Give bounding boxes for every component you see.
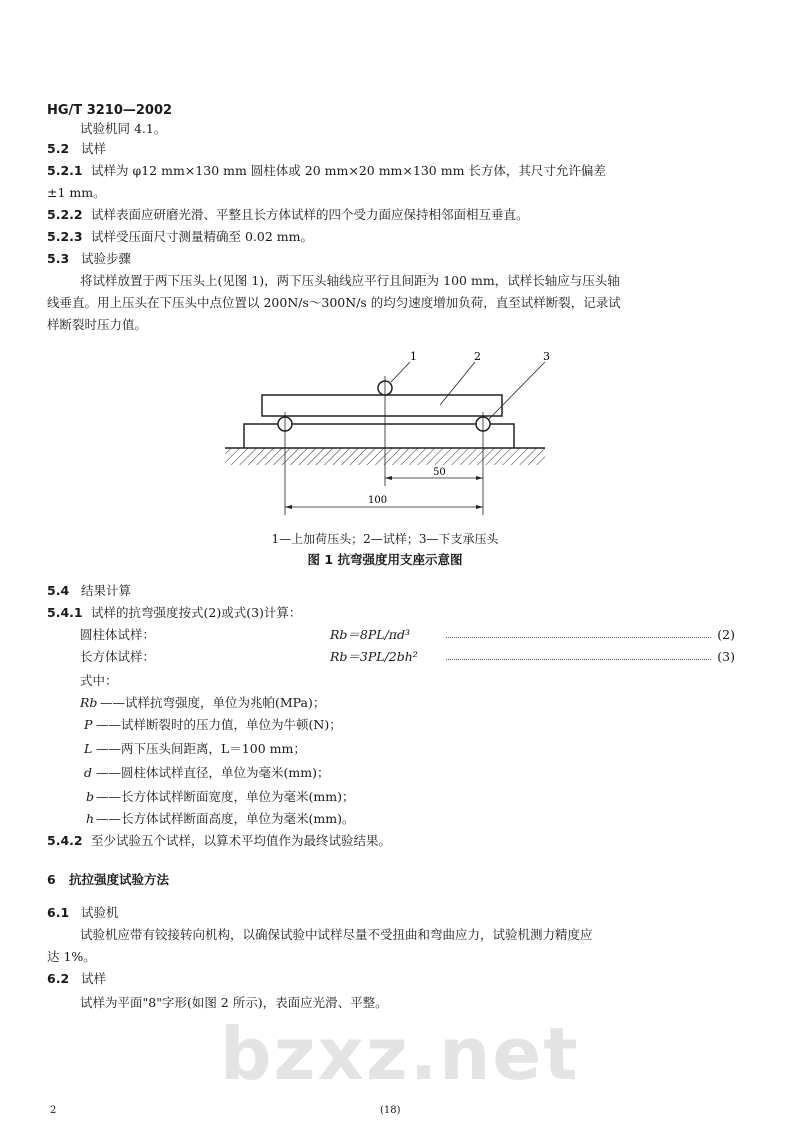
- clause-text: 试样表面应研磨光滑、平整且长方体试样的四个受力面应保持相邻面相互垂直。: [91, 207, 529, 222]
- section-number: 6: [47, 872, 56, 887]
- section-number: 5.4: [47, 583, 70, 598]
- formula-3: [80, 649, 735, 665]
- variable-definition: [84, 765, 329, 781]
- variable-definition: [86, 811, 354, 827]
- where-label: 式中：: [80, 673, 118, 688]
- arrowhead: [385, 476, 392, 480]
- heading-6-2: [47, 971, 106, 987]
- variable-symbol: h: [86, 811, 95, 826]
- dot-leader: [446, 649, 711, 660]
- clause-5-4-1: [47, 605, 301, 621]
- variable-definition: [84, 717, 342, 733]
- figure-legend: 1—上加荷压头；2—试样；3—下支承压头: [271, 532, 499, 546]
- label-1: 1: [410, 350, 417, 363]
- section-number: 6.1: [47, 905, 70, 920]
- formula-number: (3): [717, 649, 735, 664]
- paragraph: 试验机同 4.1。: [80, 121, 167, 136]
- section-title: 抗拉强度试验方法: [69, 872, 170, 887]
- specimen: [262, 395, 502, 416]
- dim-50-label: 50: [433, 467, 446, 478]
- leader-3: [489, 362, 545, 419]
- section-number: 5.2.1: [47, 163, 83, 178]
- variable-text: ——试样断裂时的压力值，单位为牛顿(N)；: [96, 717, 342, 732]
- clause-5-2-1-cont: ±1 mm。: [47, 185, 106, 200]
- watermark: bzxz.net: [220, 1012, 580, 1096]
- formula-2: [80, 627, 735, 643]
- variable-symbol: d: [84, 765, 93, 780]
- arrowhead: [476, 505, 483, 509]
- label-2: 2: [474, 350, 481, 363]
- formula-label: 圆柱体试样：: [80, 627, 156, 642]
- formula-expression: Rb＝3PL/2bh²: [330, 649, 418, 664]
- section-number: 5.4.2: [47, 833, 83, 848]
- heading-6: [47, 872, 169, 888]
- variable-text: ——长方体试样断面高度，单位为毫米(mm)。: [96, 811, 355, 826]
- paragraph-line: 达 1%。: [47, 949, 96, 964]
- arrowhead: [285, 505, 292, 509]
- variable-symbol: P: [84, 717, 93, 732]
- variable-symbol: Rb: [80, 695, 98, 710]
- variable-symbol: L: [84, 741, 93, 756]
- clause-text: 试样为 φ12 mm×130 mm 圆柱体或 20 mm×20 mm×130 mm 长方体，其尺寸允许偏差: [91, 163, 606, 178]
- section-title: 试样: [81, 971, 107, 986]
- formula-number: (2): [717, 627, 735, 642]
- arrowhead: [476, 476, 483, 480]
- formula-expression: Rb＝8PL/πd³: [330, 627, 411, 642]
- section-number: 5.2.2: [47, 207, 83, 222]
- section-number: 5.4.1: [47, 605, 83, 620]
- section-title: 结果计算: [81, 583, 132, 598]
- section-title: 试样: [81, 141, 107, 156]
- dot-leader: [446, 627, 711, 638]
- section-title: 试验机: [81, 905, 119, 920]
- variable-definition: [80, 695, 325, 711]
- variable-symbol: b: [86, 789, 95, 804]
- section-title: 试验步骤: [81, 251, 132, 266]
- paragraph: 试样为平面"8"字形(如图 2 所示)，表面应光滑、平整。: [80, 995, 388, 1010]
- paragraph-line: 将试样放置于两下压头上(见图 1)，两下压头轴线应平行且间距为 100 mm，试样长轴应与压头轴: [80, 273, 620, 288]
- paragraph-line: 试验机应带有铰接转向机构，以确保试验中试样尽量不受扭曲和弯曲应力，试验机测力精度应: [80, 927, 593, 942]
- variable-text: ——圆柱体试样直径，单位为毫米(mm)；: [96, 765, 330, 780]
- section-number: 5.3: [47, 251, 70, 266]
- leader-1: [391, 362, 410, 382]
- clause-text: 试样受压面尺寸测量精确至 0.02 mm。: [91, 229, 313, 244]
- section-number: 5.2.3: [47, 229, 83, 244]
- clause-5-4-2: [47, 833, 391, 849]
- section-number: 5.2: [47, 141, 70, 156]
- heading-5-4: [47, 583, 131, 599]
- standard-number: HG/T 3210—2002: [47, 103, 173, 118]
- variable-definition: [86, 789, 354, 805]
- formula-label: 长方体试样：: [80, 649, 156, 664]
- dim-100-label: 100: [368, 495, 388, 506]
- variable-text: ——两下压头间距离，L＝100 mm；: [96, 741, 306, 756]
- label-3: 3: [543, 350, 550, 363]
- clause-text: 至少试验五个试样，以算术平均值作为最终试验结果。: [91, 833, 392, 848]
- variable-text: ——长方体试样断面宽度，单位为毫米(mm)；: [96, 789, 355, 804]
- clause-text: 试样的抗弯强度按式(2)或式(3)计算：: [91, 605, 302, 620]
- heading-6-1: [47, 905, 119, 921]
- figure-caption: 图 1 抗弯强度用支座示意图: [307, 552, 463, 567]
- sequence-page-number: (18): [380, 1105, 401, 1116]
- paragraph-line: 样断裂时压力值。: [47, 317, 148, 332]
- page-number: 2: [50, 1105, 57, 1116]
- paragraph-line: 线垂直。用上压头在下压头中点位置以 200N/s～300N/s 的均匀速度增加负荷，直至试样断裂，记录试: [47, 295, 621, 310]
- section-number: 6.2: [47, 971, 70, 986]
- variable-text: ——试样抗弯强度，单位为兆帕(MPa)；: [100, 695, 326, 710]
- variable-definition: [84, 741, 306, 757]
